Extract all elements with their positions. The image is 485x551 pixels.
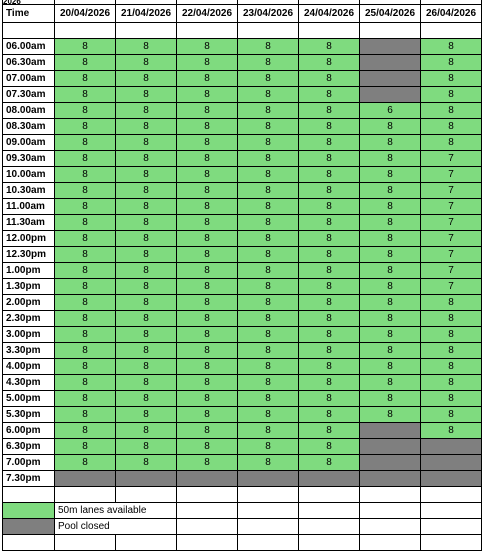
- lanes-available-cell[interactable]: 8: [55, 71, 116, 87]
- lanes-available-cell[interactable]: 8: [299, 279, 360, 295]
- schedule-row: [3, 455, 482, 471]
- time-slot-cell[interactable]: 12.30pm: [3, 247, 55, 263]
- lanes-available-cell[interactable]: 8: [421, 135, 482, 151]
- schedule-row: [3, 87, 482, 103]
- lanes-available-cell[interactable]: 8: [55, 423, 116, 439]
- schedule-row: [3, 71, 482, 87]
- lanes-available-cell[interactable]: 8: [299, 39, 360, 55]
- lanes-available-cell[interactable]: 8: [360, 167, 421, 183]
- lanes-available-cell[interactable]: 8: [177, 135, 238, 151]
- lanes-available-cell[interactable]: 8: [360, 407, 421, 423]
- lanes-available-cell[interactable]: 8: [299, 455, 360, 471]
- closed-cell[interactable]: [421, 455, 482, 471]
- lanes-available-cell[interactable]: 8: [421, 87, 482, 103]
- lanes-available-cell[interactable]: 8: [299, 375, 360, 391]
- time-slot-cell[interactable]: 08.00am: [3, 103, 55, 119]
- lanes-available-cell[interactable]: 8: [116, 183, 177, 199]
- lane-availability-table: [2, 0, 482, 551]
- lanes-available-cell[interactable]: 8: [360, 135, 421, 151]
- lanes-available-cell[interactable]: 8: [177, 391, 238, 407]
- closed-cell[interactable]: [55, 471, 116, 487]
- lanes-available-cell[interactable]: 8: [116, 327, 177, 343]
- lanes-available-cell[interactable]: 8: [177, 359, 238, 375]
- lanes-available-cell[interactable]: 8: [238, 231, 299, 247]
- lanes-available-cell[interactable]: 8: [55, 311, 116, 327]
- lanes-available-cell[interactable]: 8: [421, 423, 482, 439]
- lanes-available-cell[interactable]: 8: [55, 103, 116, 119]
- header-date-cell[interactable]: 23/04/2026: [238, 5, 299, 23]
- lanes-available-cell[interactable]: 8: [238, 455, 299, 471]
- lanes-available-cell[interactable]: 8: [238, 263, 299, 279]
- lanes-available-cell[interactable]: 8: [360, 263, 421, 279]
- lanes-available-cell[interactable]: 8: [55, 119, 116, 135]
- empty-row: [3, 535, 482, 551]
- lanes-available-cell[interactable]: 8: [360, 215, 421, 231]
- lanes-available-cell[interactable]: 8: [177, 231, 238, 247]
- legend-available-swatch[interactable]: [3, 503, 55, 519]
- lanes-available-cell[interactable]: 8: [299, 183, 360, 199]
- time-slot-cell[interactable]: 11.30am: [3, 215, 55, 231]
- time-slot-cell[interactable]: 4.30pm: [3, 375, 55, 391]
- lanes-available-cell[interactable]: 8: [299, 263, 360, 279]
- lanes-available-cell[interactable]: 8: [55, 231, 116, 247]
- lanes-available-cell[interactable]: 8: [299, 199, 360, 215]
- closed-cell[interactable]: [177, 471, 238, 487]
- header-date-cell[interactable]: 21/04/2026: [116, 5, 177, 23]
- lanes-available-cell[interactable]: 8: [55, 167, 116, 183]
- lanes-available-cell[interactable]: 8: [299, 247, 360, 263]
- lanes-available-cell[interactable]: 8: [238, 119, 299, 135]
- lanes-available-cell[interactable]: 8: [299, 391, 360, 407]
- lanes-available-cell[interactable]: 8: [238, 311, 299, 327]
- lanes-available-cell[interactable]: 8: [55, 87, 116, 103]
- lanes-available-cell[interactable]: 8: [238, 103, 299, 119]
- lanes-available-cell[interactable]: 8: [177, 55, 238, 71]
- lanes-available-cell[interactable]: 8: [299, 295, 360, 311]
- legend-row: [3, 503, 482, 519]
- time-slot-cell[interactable]: 07.30am: [3, 87, 55, 103]
- lanes-available-cell[interactable]: 8: [299, 439, 360, 455]
- lanes-available-cell[interactable]: 8: [177, 71, 238, 87]
- lanes-available-cell[interactable]: 8: [177, 407, 238, 423]
- lanes-available-cell[interactable]: 8: [116, 119, 177, 135]
- lanes-available-cell[interactable]: 8: [299, 71, 360, 87]
- lanes-available-cell[interactable]: 8: [238, 375, 299, 391]
- lanes-available-cell[interactable]: 8: [238, 295, 299, 311]
- lanes-available-cell[interactable]: 8: [238, 183, 299, 199]
- time-slot-cell[interactable]: 09.30am: [3, 151, 55, 167]
- lanes-available-cell[interactable]: 8: [177, 103, 238, 119]
- schedule-row: [3, 327, 482, 343]
- schedule-row: [3, 183, 482, 199]
- lanes-available-cell[interactable]: 8: [360, 183, 421, 199]
- legend-row: [3, 519, 482, 535]
- closed-cell[interactable]: [360, 71, 421, 87]
- lanes-available-cell[interactable]: 8: [238, 39, 299, 55]
- lanes-available-cell[interactable]: 8: [299, 119, 360, 135]
- lanes-available-cell[interactable]: 8: [177, 439, 238, 455]
- lanes-available-cell[interactable]: 8: [360, 231, 421, 247]
- schedule-row: [3, 39, 482, 55]
- lanes-available-cell[interactable]: 8: [238, 359, 299, 375]
- lanes-available-cell[interactable]: 8: [299, 343, 360, 359]
- lanes-available-cell[interactable]: 8: [55, 151, 116, 167]
- legend-available-label[interactable]: 50m lanes available: [55, 503, 177, 519]
- lanes-available-cell[interactable]: 8: [116, 391, 177, 407]
- lanes-available-cell[interactable]: 7: [421, 199, 482, 215]
- lanes-available-cell[interactable]: 8: [421, 295, 482, 311]
- lanes-available-cell[interactable]: 8: [299, 135, 360, 151]
- lanes-available-cell[interactable]: 8: [421, 343, 482, 359]
- lanes-available-cell[interactable]: 8: [360, 199, 421, 215]
- lanes-available-cell[interactable]: 8: [177, 327, 238, 343]
- time-slot-cell[interactable]: 6.30pm: [3, 439, 55, 455]
- empty-row: [3, 23, 482, 39]
- lanes-available-cell[interactable]: 8: [360, 359, 421, 375]
- lanes-available-cell[interactable]: 8: [55, 55, 116, 71]
- lanes-available-cell[interactable]: 8: [116, 135, 177, 151]
- lanes-available-cell[interactable]: 8: [116, 87, 177, 103]
- closed-cell[interactable]: [360, 87, 421, 103]
- time-slot-cell[interactable]: 5.00pm: [3, 391, 55, 407]
- lanes-available-cell[interactable]: 8: [299, 151, 360, 167]
- lanes-available-cell[interactable]: 8: [238, 151, 299, 167]
- lanes-available-cell[interactable]: 6: [360, 103, 421, 119]
- lanes-available-cell[interactable]: 8: [116, 263, 177, 279]
- closed-cell[interactable]: [360, 471, 421, 487]
- lanes-available-cell[interactable]: 8: [238, 439, 299, 455]
- lanes-available-cell[interactable]: 8: [116, 247, 177, 263]
- lanes-available-cell[interactable]: 8: [421, 311, 482, 327]
- lanes-available-cell[interactable]: 8: [421, 327, 482, 343]
- lanes-available-cell[interactable]: 8: [360, 295, 421, 311]
- header-date-cell[interactable]: 20/04/2026: [55, 5, 116, 23]
- schedule-row: [3, 423, 482, 439]
- header-row: [3, 5, 482, 23]
- lanes-available-cell[interactable]: 8: [177, 295, 238, 311]
- lanes-available-cell[interactable]: 8: [116, 215, 177, 231]
- time-slot-cell[interactable]: 10.30am: [3, 183, 55, 199]
- partial-top-cell[interactable]: 2026: [3, 0, 55, 5]
- closed-cell[interactable]: [238, 471, 299, 487]
- lanes-available-cell[interactable]: 8: [421, 391, 482, 407]
- schedule-row: [3, 311, 482, 327]
- lanes-available-cell[interactable]: 8: [238, 199, 299, 215]
- time-slot-cell[interactable]: 2.00pm: [3, 295, 55, 311]
- lanes-available-cell[interactable]: 7: [421, 167, 482, 183]
- closed-cell[interactable]: [360, 455, 421, 471]
- lanes-available-cell[interactable]: 8: [116, 423, 177, 439]
- lanes-available-cell[interactable]: 7: [421, 279, 482, 295]
- closed-cell[interactable]: [360, 423, 421, 439]
- lanes-available-cell[interactable]: 8: [177, 87, 238, 103]
- lanes-available-cell[interactable]: 8: [177, 215, 238, 231]
- lanes-available-cell[interactable]: 8: [299, 231, 360, 247]
- schedule-row: [3, 263, 482, 279]
- lanes-available-cell[interactable]: 8: [360, 391, 421, 407]
- lanes-available-cell[interactable]: 8: [116, 359, 177, 375]
- time-slot-cell[interactable]: 10.00am: [3, 167, 55, 183]
- lanes-available-cell[interactable]: 8: [55, 407, 116, 423]
- legend-closed-label[interactable]: Pool closed: [55, 519, 177, 535]
- schedule-row: [3, 135, 482, 151]
- lanes-available-cell[interactable]: 8: [238, 87, 299, 103]
- lanes-available-cell[interactable]: 8: [116, 295, 177, 311]
- lanes-available-cell[interactable]: 8: [421, 119, 482, 135]
- lanes-available-cell[interactable]: 8: [238, 391, 299, 407]
- lanes-available-cell[interactable]: 8: [299, 311, 360, 327]
- lanes-available-cell[interactable]: 8: [55, 327, 116, 343]
- lanes-available-cell[interactable]: 8: [55, 263, 116, 279]
- lanes-available-cell[interactable]: 8: [177, 455, 238, 471]
- lanes-available-cell[interactable]: 8: [55, 199, 116, 215]
- lanes-available-cell[interactable]: 8: [360, 247, 421, 263]
- schedule-row: [3, 103, 482, 119]
- schedule-row: [3, 359, 482, 375]
- lanes-available-cell[interactable]: 8: [177, 183, 238, 199]
- header-time-cell[interactable]: Time: [3, 5, 55, 23]
- lanes-available-cell[interactable]: 8: [55, 39, 116, 55]
- lanes-available-cell[interactable]: 8: [55, 391, 116, 407]
- lanes-available-cell[interactable]: 8: [360, 327, 421, 343]
- lanes-available-cell[interactable]: 8: [55, 183, 116, 199]
- lanes-available-cell[interactable]: 8: [299, 423, 360, 439]
- lanes-available-cell[interactable]: 7: [421, 183, 482, 199]
- lanes-available-cell[interactable]: 8: [360, 279, 421, 295]
- lanes-available-cell[interactable]: 8: [238, 135, 299, 151]
- lanes-available-cell[interactable]: 8: [421, 71, 482, 87]
- lanes-available-cell[interactable]: 8: [116, 279, 177, 295]
- lanes-available-cell[interactable]: 8: [116, 167, 177, 183]
- lanes-available-cell[interactable]: 8: [360, 151, 421, 167]
- lanes-available-cell[interactable]: 8: [360, 119, 421, 135]
- time-slot-cell[interactable]: 06.30am: [3, 55, 55, 71]
- lanes-available-cell[interactable]: 8: [421, 55, 482, 71]
- lanes-available-cell[interactable]: 8: [177, 279, 238, 295]
- lanes-available-cell[interactable]: 8: [238, 279, 299, 295]
- lanes-available-cell[interactable]: 8: [238, 215, 299, 231]
- time-slot-cell[interactable]: 6.00pm: [3, 423, 55, 439]
- schedule-row: [3, 391, 482, 407]
- schedule-row: [3, 439, 482, 455]
- closed-cell[interactable]: [299, 471, 360, 487]
- schedule-row: [3, 407, 482, 423]
- header-date-cell[interactable]: 24/04/2026: [299, 5, 360, 23]
- lanes-available-cell[interactable]: 8: [177, 343, 238, 359]
- schedule-row: [3, 167, 482, 183]
- time-slot-cell[interactable]: 5.30pm: [3, 407, 55, 423]
- time-slot-cell[interactable]: 08.30am: [3, 119, 55, 135]
- time-slot-cell[interactable]: 3.00pm: [3, 327, 55, 343]
- lanes-available-cell[interactable]: 8: [421, 407, 482, 423]
- header-date-cell[interactable]: 25/04/2026: [360, 5, 421, 23]
- lanes-available-cell[interactable]: 8: [238, 343, 299, 359]
- lanes-available-cell[interactable]: 8: [421, 375, 482, 391]
- lanes-available-cell[interactable]: 8: [177, 263, 238, 279]
- lanes-available-cell[interactable]: 8: [177, 167, 238, 183]
- lanes-available-cell[interactable]: 8: [55, 215, 116, 231]
- time-slot-cell[interactable]: 1.30pm: [3, 279, 55, 295]
- time-slot-cell[interactable]: 11.00am: [3, 199, 55, 215]
- lanes-available-cell[interactable]: 8: [116, 199, 177, 215]
- time-slot-cell[interactable]: 7.00pm: [3, 455, 55, 471]
- time-slot-cell[interactable]: 3.30pm: [3, 343, 55, 359]
- time-slot-cell[interactable]: 12.00pm: [3, 231, 55, 247]
- lanes-available-cell[interactable]: 8: [177, 119, 238, 135]
- closed-cell[interactable]: [116, 471, 177, 487]
- lanes-available-cell[interactable]: 8: [299, 215, 360, 231]
- lanes-available-cell[interactable]: 8: [421, 103, 482, 119]
- lanes-available-cell[interactable]: 8: [177, 247, 238, 263]
- lanes-available-cell[interactable]: 8: [116, 151, 177, 167]
- lanes-available-cell[interactable]: 8: [116, 311, 177, 327]
- time-slot-cell[interactable]: 09.00am: [3, 135, 55, 151]
- schedule-row: [3, 199, 482, 215]
- lanes-available-cell[interactable]: 8: [299, 359, 360, 375]
- time-slot-cell[interactable]: 07.00am: [3, 71, 55, 87]
- lanes-available-cell[interactable]: 7: [421, 151, 482, 167]
- time-slot-cell[interactable]: 06.00am: [3, 39, 55, 55]
- schedule-row: [3, 295, 482, 311]
- closed-cell[interactable]: [360, 55, 421, 71]
- lanes-available-cell[interactable]: 8: [299, 167, 360, 183]
- lanes-available-cell[interactable]: 8: [177, 423, 238, 439]
- lanes-available-cell[interactable]: 8: [55, 375, 116, 391]
- lanes-available-cell[interactable]: 8: [55, 359, 116, 375]
- schedule-row: [3, 343, 482, 359]
- lanes-available-cell[interactable]: 8: [116, 39, 177, 55]
- lanes-available-cell[interactable]: 8: [177, 151, 238, 167]
- lanes-available-cell[interactable]: 8: [177, 39, 238, 55]
- lanes-available-cell[interactable]: 8: [299, 55, 360, 71]
- closed-cell[interactable]: [360, 439, 421, 455]
- lanes-available-cell[interactable]: 8: [55, 279, 116, 295]
- lanes-available-cell[interactable]: 8: [177, 375, 238, 391]
- lanes-available-cell[interactable]: 8: [116, 439, 177, 455]
- schedule-row: [3, 55, 482, 71]
- lanes-available-cell[interactable]: 8: [55, 295, 116, 311]
- schedule-row: [3, 375, 482, 391]
- lanes-available-cell[interactable]: 8: [299, 327, 360, 343]
- closed-cell[interactable]: [421, 471, 482, 487]
- header-date-cell[interactable]: 26/04/2026: [421, 5, 482, 23]
- legend-closed-swatch[interactable]: [3, 519, 55, 535]
- time-slot-cell[interactable]: 2.30pm: [3, 311, 55, 327]
- time-slot-cell[interactable]: 4.00pm: [3, 359, 55, 375]
- lanes-available-cell[interactable]: 8: [116, 343, 177, 359]
- lanes-available-cell[interactable]: 8: [55, 343, 116, 359]
- lanes-available-cell[interactable]: 8: [299, 103, 360, 119]
- lanes-available-cell[interactable]: 8: [360, 343, 421, 359]
- lanes-available-cell[interactable]: 8: [116, 375, 177, 391]
- lanes-available-cell[interactable]: 8: [360, 311, 421, 327]
- schedule-row: [3, 231, 482, 247]
- lanes-available-cell[interactable]: 8: [55, 439, 116, 455]
- lanes-available-cell[interactable]: 7: [421, 231, 482, 247]
- lanes-available-cell[interactable]: 8: [238, 423, 299, 439]
- lanes-available-cell[interactable]: 8: [116, 103, 177, 119]
- header-date-cell[interactable]: 22/04/2026: [177, 5, 238, 23]
- empty-row: [3, 487, 482, 503]
- lanes-available-cell[interactable]: 7: [421, 263, 482, 279]
- lanes-available-cell[interactable]: 8: [55, 135, 116, 151]
- lanes-available-cell[interactable]: 8: [299, 407, 360, 423]
- lanes-available-cell[interactable]: 8: [360, 375, 421, 391]
- lanes-available-cell[interactable]: 8: [421, 39, 482, 55]
- lanes-available-cell[interactable]: 7: [421, 215, 482, 231]
- schedule-row: [3, 119, 482, 135]
- schedule-row: [3, 471, 482, 487]
- lanes-available-cell[interactable]: 8: [238, 167, 299, 183]
- lanes-available-cell[interactable]: 8: [421, 359, 482, 375]
- schedule-row: [3, 279, 482, 295]
- closed-cell[interactable]: [421, 439, 482, 455]
- lanes-available-cell[interactable]: 8: [55, 247, 116, 263]
- schedule-row: [3, 151, 482, 167]
- table-body: [3, 0, 482, 551]
- time-slot-cell[interactable]: 7.30pm: [3, 471, 55, 487]
- lanes-available-cell[interactable]: 8: [116, 55, 177, 71]
- lanes-available-cell[interactable]: 8: [177, 199, 238, 215]
- lanes-available-cell[interactable]: 8: [238, 71, 299, 87]
- lanes-available-cell[interactable]: 8: [299, 87, 360, 103]
- closed-cell[interactable]: [360, 39, 421, 55]
- lanes-available-cell[interactable]: 8: [116, 407, 177, 423]
- lanes-available-cell[interactable]: 8: [116, 231, 177, 247]
- lanes-available-cell[interactable]: 8: [238, 327, 299, 343]
- lanes-available-cell[interactable]: 8: [238, 55, 299, 71]
- schedule-row: [3, 215, 482, 231]
- lanes-available-cell[interactable]: 8: [177, 311, 238, 327]
- schedule-row: [3, 247, 482, 263]
- lanes-available-cell[interactable]: 7: [421, 247, 482, 263]
- lanes-available-cell[interactable]: 8: [116, 455, 177, 471]
- lanes-available-cell[interactable]: 8: [238, 407, 299, 423]
- lanes-available-cell[interactable]: 8: [116, 71, 177, 87]
- time-slot-cell[interactable]: 1.00pm: [3, 263, 55, 279]
- lanes-available-cell[interactable]: 8: [238, 247, 299, 263]
- lanes-available-cell[interactable]: 8: [55, 455, 116, 471]
